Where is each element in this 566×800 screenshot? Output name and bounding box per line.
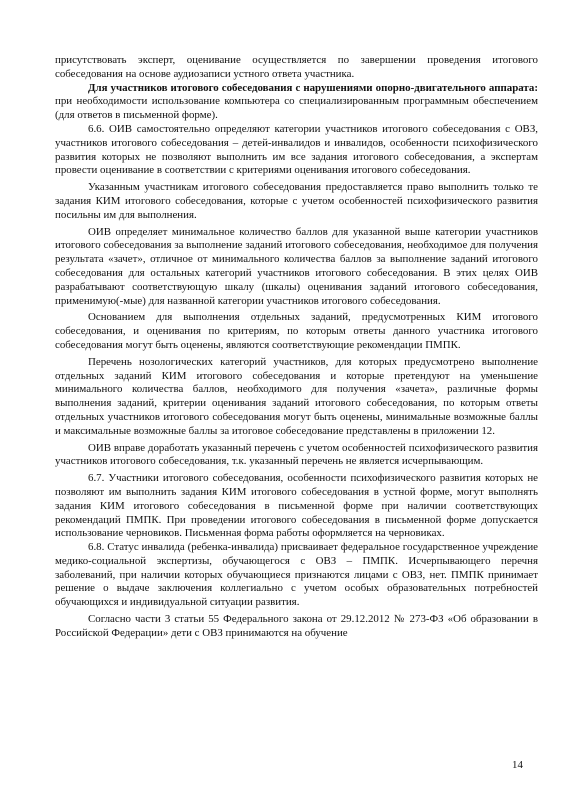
paragraph-musculoskeletal-text: при необходимости использование компьютера со специализированным программным обеспечением (для ответов в письменной форме). (55, 95, 538, 122)
paragraph-min-score: ОИВ определяет минимальное количество баллов для указанной выше категории участников итогового собеседования за выполнение заданий итогового собеседования, необходимое для получения результата «зачет», отличное от минимального количества баллов за выполнение заданий итогового собеседования для остальных категорий участников итогового собеседования. В этих целях ОИВ разрабатывают соответствующую шкалу (шкалы) оценивания заданий итогового собеседования, применимую(-мые) для названной категории участников итогового собеседования. (55, 225, 538, 307)
paragraph-law-reference: Согласно части 3 статьи 55 Федерального закона от 29.12.2012 № 273-ФЗ «Об образовании в Российской Федерации» дети с ОВЗ принимаются на обучение (55, 613, 538, 639)
paragraph-oiv-may-revise: ОИВ вправе доработать указанный перечень с учетом особенностей психофизического развития участников итогового собеседования, т.к. указанный перечень не является исчерпывающим. (55, 441, 538, 468)
document-page (55, 54, 538, 641)
paragraph-basis: Основанием для выполнения отдельных заданий, предусмотренных КИМ итогового собеседования, и оценивания по критериям, по которым ответы данного участника итогового собеседования могут быть оценены, являются соответствующие рекомендации ПМПК. (55, 311, 538, 351)
paragraph-musculoskeletal (55, 82, 538, 123)
paragraph-6-6: 6.6. ОИВ самостоятельно определяют категории участников итогового собеседования с ОВЗ, участников итогового собеседования – детей-инвалидов и инвалидов, особенности психофизического развития которых не позволяют выполнить им все задания итогового собеседования, а экспертам провести оценивание в соответствии с критериями оценивания итогового собеседования. (55, 122, 538, 177)
paragraph-right-to-perform: Указанным участникам итогового собеседования предоставляется право выполнить только те задания КИМ итогового собеседования, которые с учетом особенностей психофизического развития посильны им для выполнения. (55, 181, 538, 221)
paragraph-continuation: присутствовать эксперт, оценивание осуществляется по завершении проведения итогового собеседования на основе аудиозаписи устного ответа участника. (55, 54, 538, 80)
paragraph-6-7: 6.7. Участники итогового собеседования, особенности психофизического развития которых не позволяют им выполнить задания КИМ итогового собеседования в устной форме, могут выполнять задания КИМ итогового собеседования в письменной форме при наличии соответствующих рекомендаций ПМПК. При проведении итогового собеседования в письменной форме допускается использование черновиков. Письменная форма работы оформляется на черновиках. (55, 472, 538, 540)
bold-lead-in: Для участников итогового собеседования с нарушениями опорно-двигательного аппарата: (88, 81, 538, 94)
paragraph-6-8: 6.8. Статус инвалида (ребенка-инвалида) присваивает федеральное государственное учреждение медико-социальной экспертизы, обучающегося с ОВЗ – ПМПК. Исчерпывающего перечня заболеваний, при наличии которых обучающиеся признаются лицами с ОВЗ, нет. ПМПК принимает решение о выдаче заключения коллегиально с учетом особых образовательных потребностей обучающихся и индивидуальной ситуации развития. (55, 541, 538, 609)
paragraph-nosological-list: Перечень нозологических категорий участников, для которых предусмотрено выполнение отдельных заданий КИМ итогового собеседования и которые претендуют на уменьшение минимального количества баллов, необходимого для получения «зачета», различные формы выполнения заданий, критерии оценивания заданий итогового собеседования, по которым ответы отдельных участников итогового собеседования могут быть оценены, минимальные возможные баллы и максимальные возможные баллы за итоговое собеседование представлены в приложении 12. (55, 355, 538, 437)
page-number: 14 (512, 759, 523, 771)
